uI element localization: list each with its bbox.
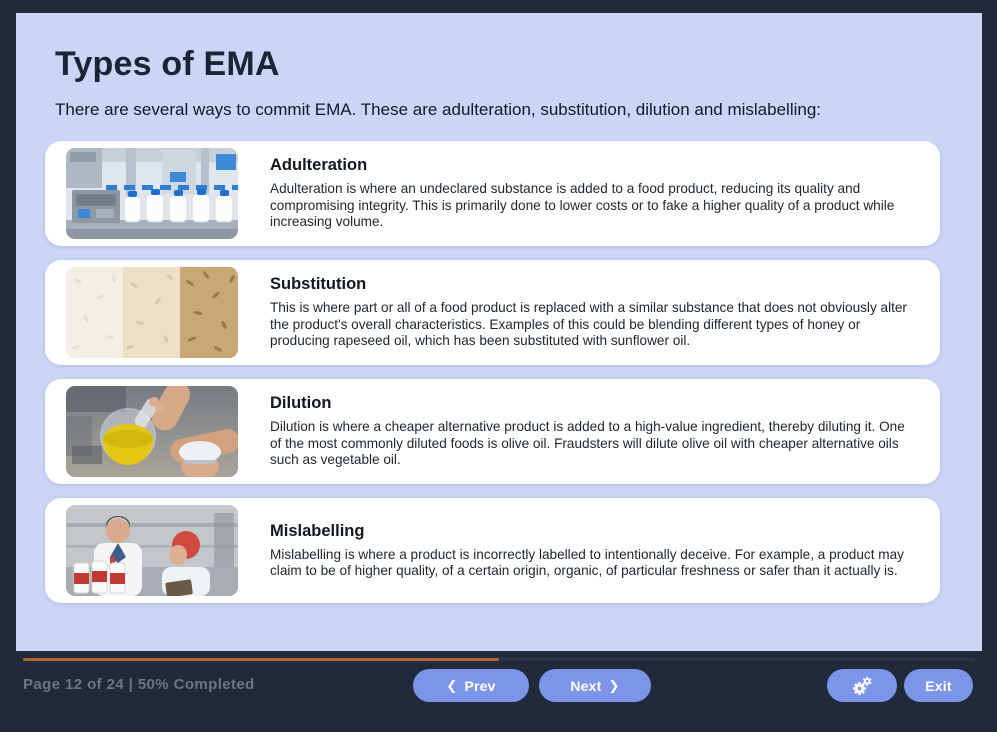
chevron-left-icon: ❮ (446, 678, 458, 693)
card-adulteration (45, 141, 940, 246)
card-title: Adulteration (270, 156, 368, 175)
slide-content (16, 13, 982, 651)
next-button-label: Next (570, 677, 602, 694)
card-dilution (45, 379, 940, 484)
slide-header (16, 13, 982, 122)
oil-flask-inspection-photo (66, 386, 238, 477)
card-body: This is where part or all of a food product is replaced with a similar substance that does not obviously alter the product's overall characteristics. Examples of this could be blending different types of honey or producing rapeseed oil, which has been substituted with sunflower oil. (270, 300, 907, 349)
card-title: Dilution (270, 394, 332, 413)
milk-bottling-line-photo (66, 148, 238, 239)
exit-button-label: Exit (925, 677, 952, 694)
card-substitution (45, 260, 940, 365)
settings-button[interactable] (827, 669, 897, 702)
factory-workers-labelling-photo (66, 505, 238, 596)
card-mislabelling (45, 498, 940, 603)
page-status: Page 12 of 24 | 50% Completed (23, 676, 255, 693)
next-button[interactable] (539, 669, 651, 702)
card-list (16, 122, 982, 603)
prev-button[interactable] (413, 669, 529, 702)
progress-track (23, 658, 975, 661)
page-title: Types of EMA (55, 45, 280, 83)
card-body: Adulteration is where an undeclared substance is added to a food product, reducing its quality and compromising integrity. This is primarily done to lower costs or to fake a higher quality of a product while increasing volume. (270, 181, 895, 230)
gears-icon (851, 676, 873, 696)
prev-button-label: Prev (464, 677, 496, 694)
chevron-right-icon: ❯ (608, 678, 620, 693)
rice-varieties-photo (66, 267, 238, 358)
card-body: Mislabelling is where a product is incorrectly labelled to intentionally deceive. For example, a product may claim to be of higher quality, of a certain origin, organic, of particular freshness or safer than it actually is. (270, 546, 904, 578)
card-title: Substitution (270, 275, 367, 294)
card-title: Mislabelling (270, 521, 365, 540)
card-body: Dilution is where a cheaper alternative product is added to a high-value ingredient, thereby diluting it. One of the most commonly diluted foods is olive oil. Fraudsters will dilute olive oil with cheaper alternative oils such as vegetable oil. (270, 419, 905, 468)
page-subtitle: There are several ways to commit EMA. These are adulteration, substitution, dilution and mislabelling: (55, 100, 822, 119)
exit-button[interactable] (904, 669, 973, 702)
progress-bar-fill (23, 658, 499, 661)
